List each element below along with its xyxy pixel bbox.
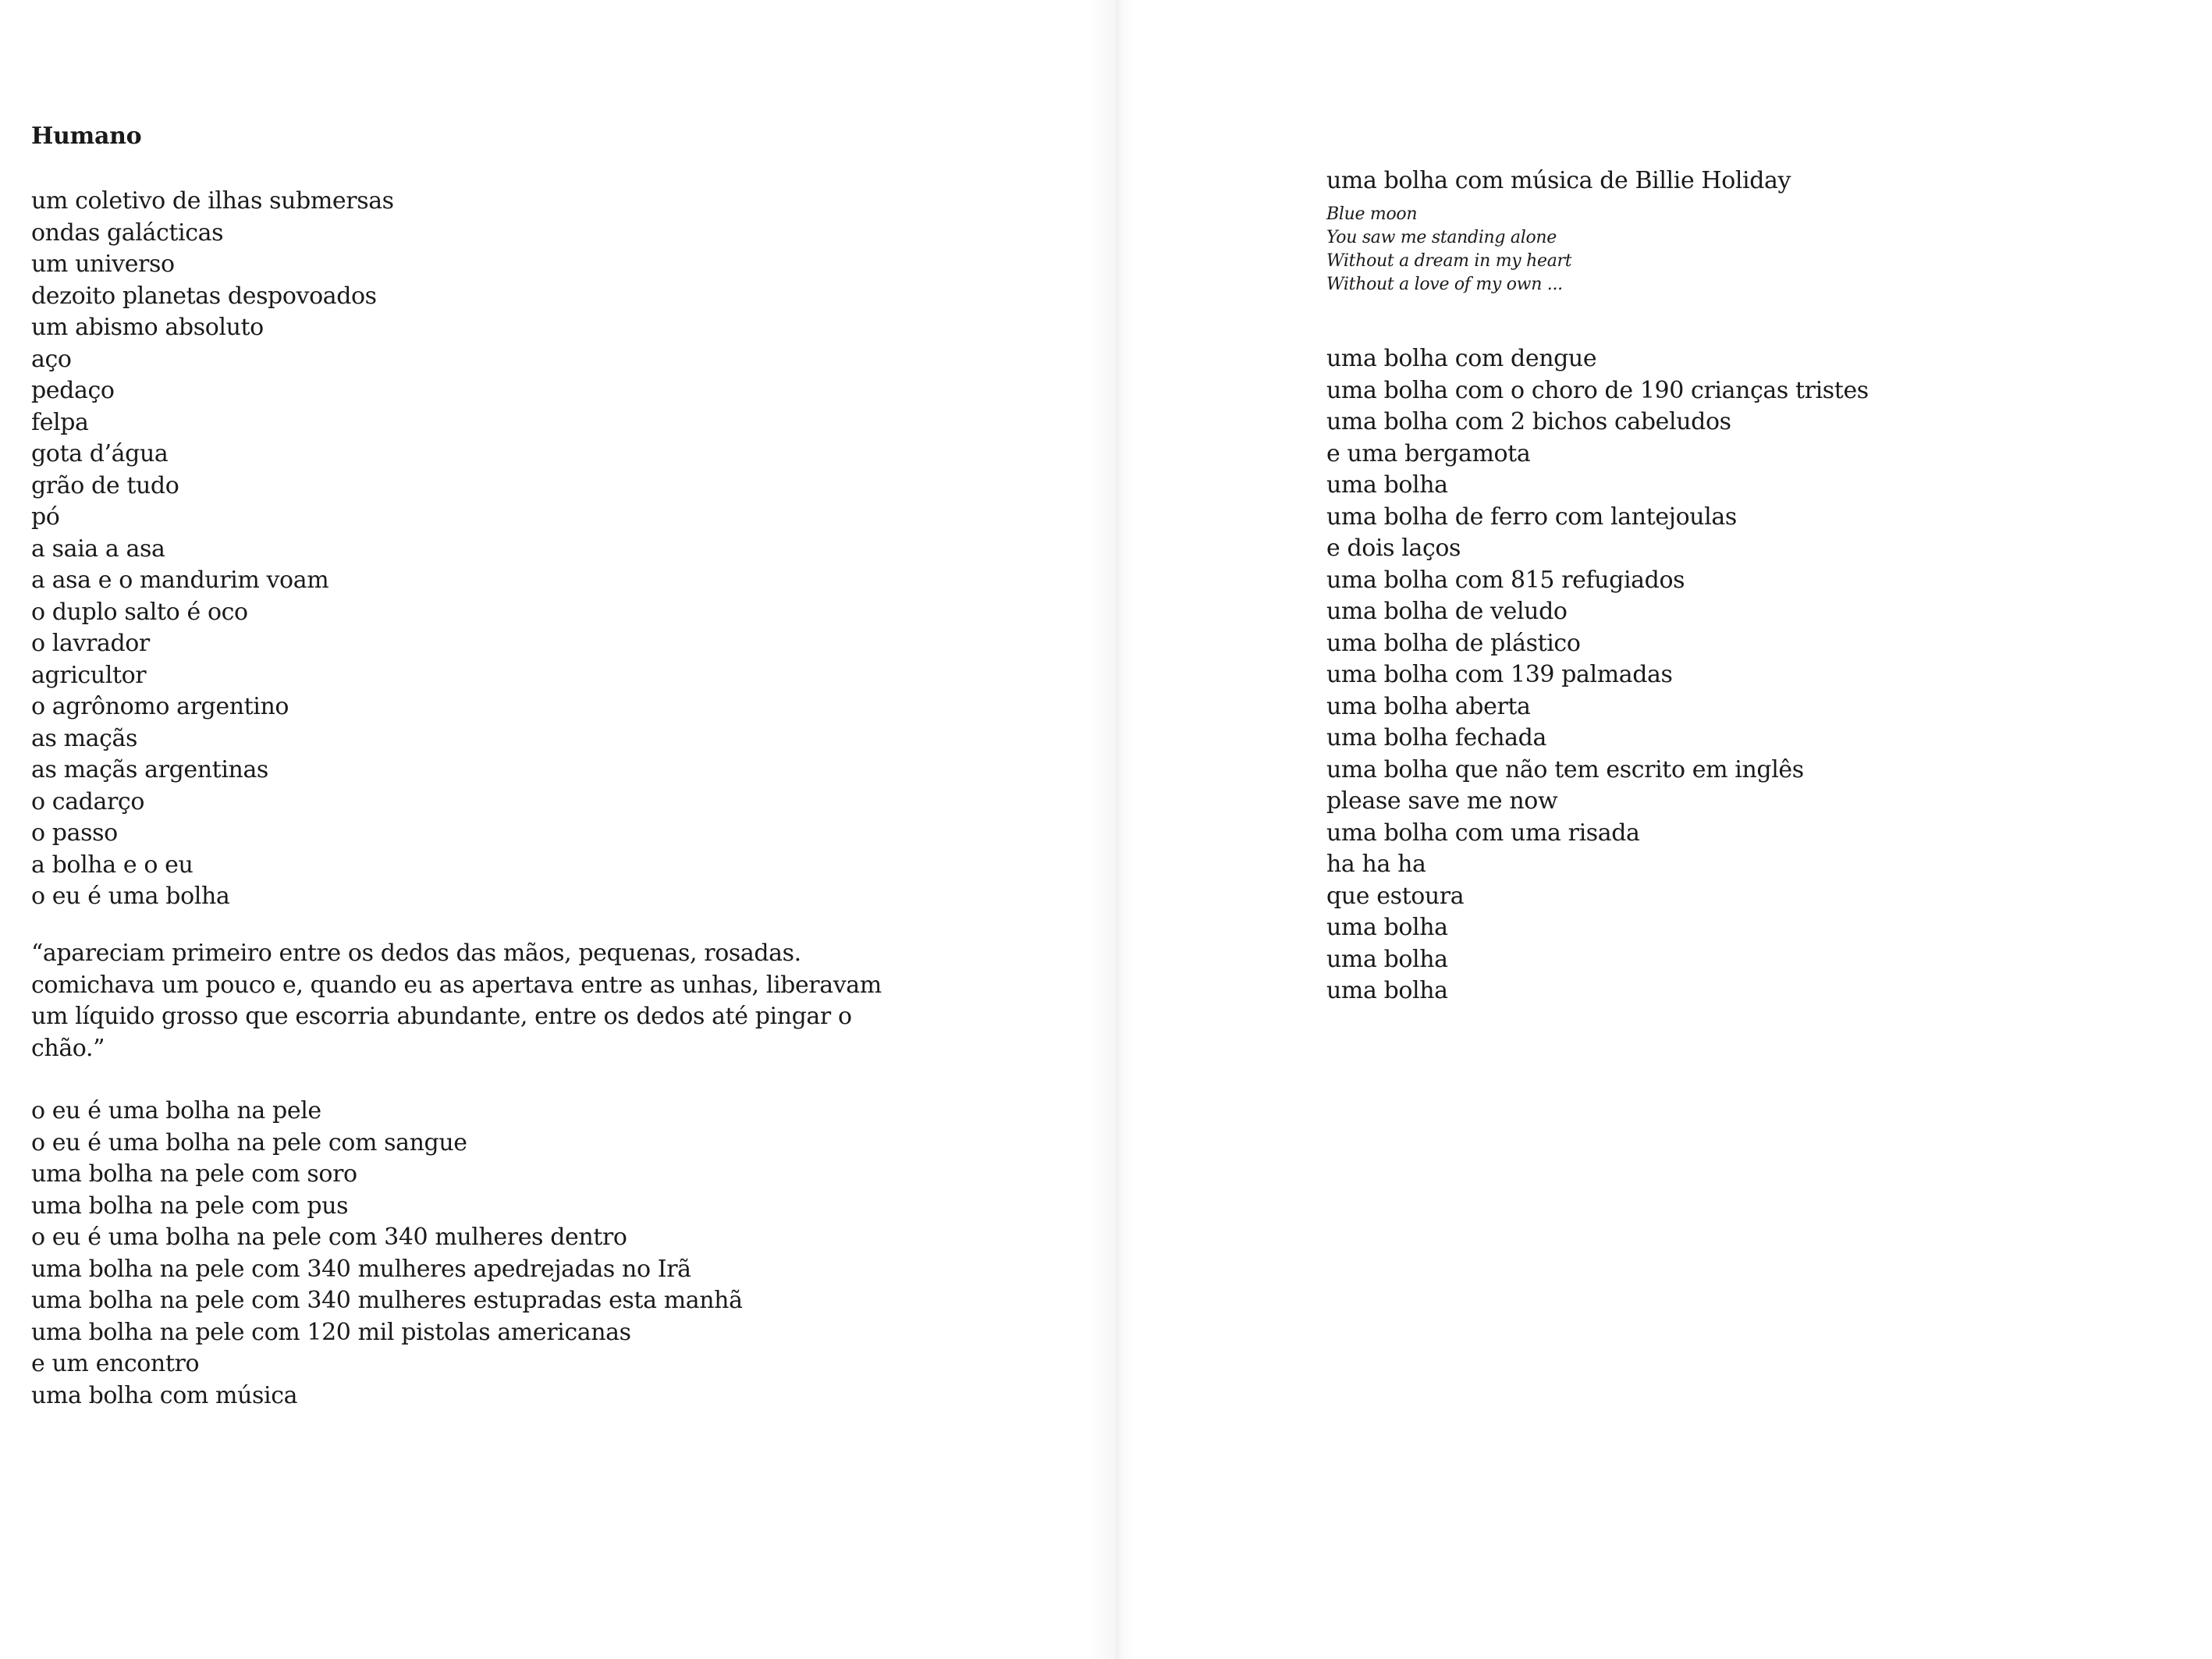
poem-line: um abismo absoluto — [31, 314, 264, 341]
poem-line: felpa — [31, 408, 89, 436]
lyric-line: You saw me standing alone — [1326, 228, 1557, 247]
poem-line: o eu é uma bolha na pele — [31, 1097, 321, 1124]
poem-line: uma bolha na pele com pus — [31, 1192, 349, 1220]
poem-line: grão de tudo — [31, 471, 179, 499]
poem-line: e dois laços — [1326, 535, 1461, 562]
quote-line: comichava um pouco e, quando eu as apertava entre as unhas, liberavam — [31, 971, 882, 999]
poem-line: ondas galácticas — [31, 218, 224, 247]
right-top-line-block — [1326, 165, 1791, 197]
left-quote — [31, 938, 882, 1064]
poem-line: dezoito planetas despovoados — [31, 282, 377, 310]
left-stanza-1 — [31, 186, 394, 913]
poem-line: uma bolha com música — [31, 1381, 298, 1409]
poem-line: e uma bergamota — [1326, 439, 1531, 467]
poem-line: pó — [31, 503, 60, 531]
poem-line: e um encontro — [31, 1350, 200, 1377]
poem-line: as maçãs argentinas — [31, 756, 268, 783]
poem-line: o eu é uma bolha na pele com 340 mulheres dentro — [31, 1224, 627, 1251]
poem-line: a asa e o mandurim voam — [31, 567, 329, 594]
poem-line: uma bolha na pele com 340 mulheres apedrejadas no Irã — [31, 1255, 691, 1283]
poem-line: uma bolha com música de Billie Holiday — [1326, 167, 1791, 194]
poem-line: o lavrador — [31, 630, 150, 657]
poem-line: que estoura — [1326, 882, 1465, 910]
poem-line: ha ha ha — [1326, 851, 1426, 878]
poem-line: uma bolha com o choro de 190 crianças tristes — [1326, 376, 1869, 404]
poem-line: uma bolha na pele com 340 mulheres estupradas esta manhã — [31, 1287, 743, 1314]
poem-line: uma bolha com dengue — [1326, 345, 1597, 372]
poem-line: uma bolha de plástico — [1326, 629, 1581, 657]
poem-line: o duplo salto é oco — [31, 598, 248, 626]
poem-line: please save me now — [1326, 787, 1558, 815]
poem-title: Humano — [31, 123, 142, 150]
lyric-line: Without a love of my own ... — [1326, 275, 1563, 294]
right-stanza — [1326, 343, 1869, 1007]
left-stanza-2 — [31, 1096, 743, 1412]
poem-line: as maçãs — [31, 724, 138, 752]
poem-line: aço — [31, 345, 72, 373]
poem-line: o cadarço — [31, 787, 144, 815]
poem-line: uma bolha que não tem escrito em inglês — [1326, 755, 1804, 783]
poem-line: agricultor — [31, 661, 147, 689]
poem-line: uma bolha com 2 bichos cabeludos — [1326, 408, 1731, 435]
lyric-line: Blue moon — [1326, 204, 1418, 224]
poem-line: uma bolha de ferro com lantejoulas — [1326, 503, 1737, 531]
quote-line: um líquido grosso que escorria abundante, entre os dedos até pingar o — [31, 1003, 852, 1030]
lyric-line: Without a dream in my heart — [1326, 251, 1572, 271]
poem-line: uma bolha com uma risada — [1326, 819, 1640, 847]
poem-line: uma bolha na pele com soro — [31, 1160, 357, 1188]
poem-line: a bolha e o eu — [31, 851, 194, 879]
poem-line: a saia a asa — [31, 535, 165, 563]
song-lyrics — [1326, 203, 1571, 297]
poem-line: pedaço — [31, 377, 115, 404]
poem-line: uma bolha aberta — [1326, 692, 1531, 720]
poem-line: uma bolha — [1326, 914, 1448, 941]
poem-line: gota d’água — [31, 440, 169, 467]
poem-line: o eu é uma bolha — [31, 883, 230, 910]
poem-line: uma bolha — [1326, 977, 1448, 1004]
poem-line: um coletivo de ilhas submersas — [31, 187, 394, 215]
poem-line: uma bolha fechada — [1326, 724, 1546, 751]
poem-line: uma bolha — [1326, 471, 1448, 499]
quote-line: “apareciam primeiro entre os dedos das mãos, pequenas, rosadas. — [31, 940, 801, 967]
poem-line: uma bolha — [1326, 945, 1448, 973]
poem-line: o passo — [31, 819, 118, 847]
poem-line: uma bolha com 139 palmadas — [1326, 661, 1673, 688]
poem-line: um universo — [31, 250, 175, 278]
poem-line: uma bolha de veludo — [1326, 598, 1568, 625]
poem-line: uma bolha com 815 refugiados — [1326, 566, 1685, 594]
quote-line: chão.” — [31, 1034, 105, 1062]
poem-line: o eu é uma bolha na pele com sangue — [31, 1128, 467, 1156]
poem-line: uma bolha na pele com 120 mil pistolas americanas — [31, 1318, 631, 1346]
poem-line: o agrônomo argentino — [31, 693, 289, 720]
